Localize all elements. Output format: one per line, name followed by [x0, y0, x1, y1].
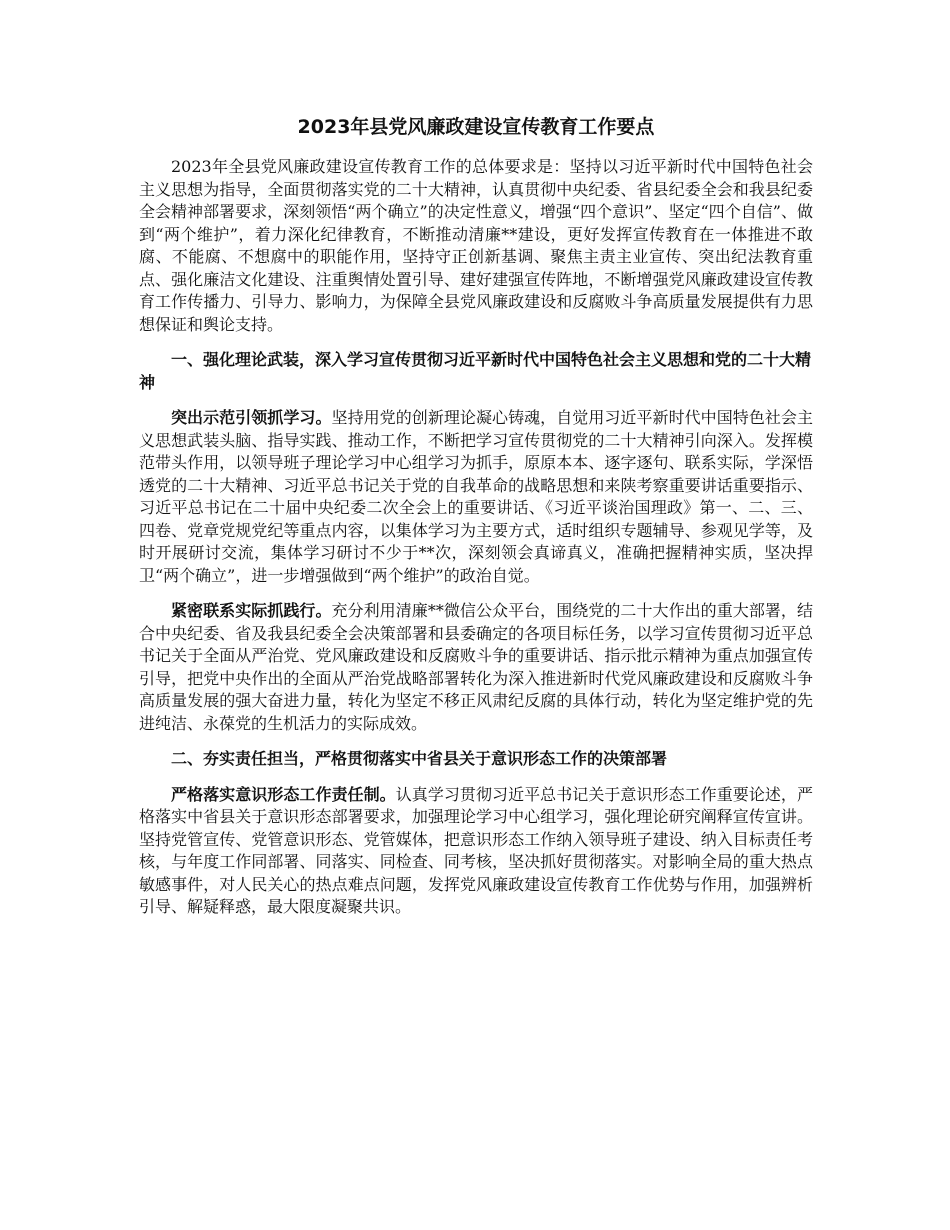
section-1-heading: 一、强化理论武装，深入学习宣传贯彻习近平新时代中国特色社会主义思想和党的二十大精神 — [139, 350, 812, 392]
intro-paragraph: 2023年全县党风廉政建设宣传教育工作的总体要求是：坚持以习近平新时代中国特色社会主义思想为指导，全面贯彻落实党的二十大精神，认真贯彻中央纪委、省县纪委全会和我县纪委全会精神部署要求，深刻领悟“两个确立”的决定性意义，增强“四个意识”、坚定“四个自信”、做到“两个维护”，着力深化纪律教育，不断推动清廉**建设，更好发挥宣传教育在一体推进不敢腐、不能腐、不想腐中的职能作用，坚持守正创新基调、聚焦主责主业宣传、突出纪法教育重点、强化廉洁文化建设、注重舆情处置引导、建好建强宣传阵地，不断增强党风廉政建设宣传教育工作传播力、引导力、影响力，为保障全县党风廉政建设和反腐败斗争高质量发展提供有力思想保证和舆论支持。 — [139, 157, 813, 334]
document-page — [139, 108, 813, 932]
section-2-heading: 二、夯实责任担当，严格贯彻落实中省县关于意识形态工作的决策部署 — [171, 749, 668, 768]
section-1-paragraph-2 — [139, 600, 813, 735]
section-1-paragraph-1 — [139, 407, 813, 587]
section-2-paragraph-1 — [139, 784, 813, 919]
paragraph-lead: 严格落实意识形态工作责任制。 — [171, 784, 396, 804]
document-title: 2023年县党风廉政建设宣传教育工作要点 — [297, 116, 655, 138]
paragraph-body: 充分利用清廉**微信公众平台，围绕党的二十大作出的重大部署，结合中央纪委、省及我县纪委全会决策部署和县委确定的各项目标任务，以学习宣传贯彻习近平总书记关于全面从严治党、党风廉政建设和反腐败斗争的重要讲话、指示批示精神为重点加强宣传引导，把党中央作出的全面从严治党战略部署转化为深入推进新时代党风廉政建设和反腐败斗争高质量发展的强大奋进力量，转化为坚定不移正风肃纪反腐的具体行动，转化为坚定维护党的先进纯洁、永葆党的生机活力的实际成效。 — [139, 601, 813, 733]
paragraph-lead: 紧密联系实际抓践行。 — [171, 601, 332, 620]
paragraph-lead: 突出示范引领抓学习。 — [171, 408, 332, 427]
paragraph-body: 坚持用党的创新理论凝心铸魂，自觉用习近平新时代中国特色社会主义思想武装头脑、指导实践、推动工作，不断把学习宣传贯彻党的二十大精神引向深入。发挥模范带头作用，以领导班子理论学习中心组学习为抓手，原原本本、逐字逐句、联系实际，学深悟透党的二十大精神、习近平总书记关于党的自我革命的战略思想和来陕考察重要讲话重要指示、习近平总书记在二十届中央纪委二次全会上的重要讲话、《习近平谈治国理政》第一、二、三、四卷、党章党规党纪等重点内容，以集体学习为主要方式，适时组织专题辅导、参观见学等，及时开展研讨交流，集体学习研讨不少于**次，深刻领会真谛真义，准确把握精神实质，坚决捍卫“两个确立”，进一步增强做到“两个维护”的政治自觉。 — [139, 408, 813, 585]
paragraph-body: 认真学习贯彻习近平总书记关于意识形态工作重要论述，严格落实中省县关于意识形态部署要求，加强理论学习中心组学习，强化理论研究阐释宣传宣讲。坚持党管宣传、党管意识形态、党管媒体，把意识形态工作纳入领导班子建设、纳入目标责任考核，与年度工作同部署、同落实、同检查、同考核，坚决抓好贯彻落实。对影响全局的重大热点敏感事件，对人民关心的热点难点问题，发挥党风廉政建设宣传教育工作优势与作用，加强辨析引导、解疑释惑，最大限度凝聚共识。 — [139, 784, 813, 916]
